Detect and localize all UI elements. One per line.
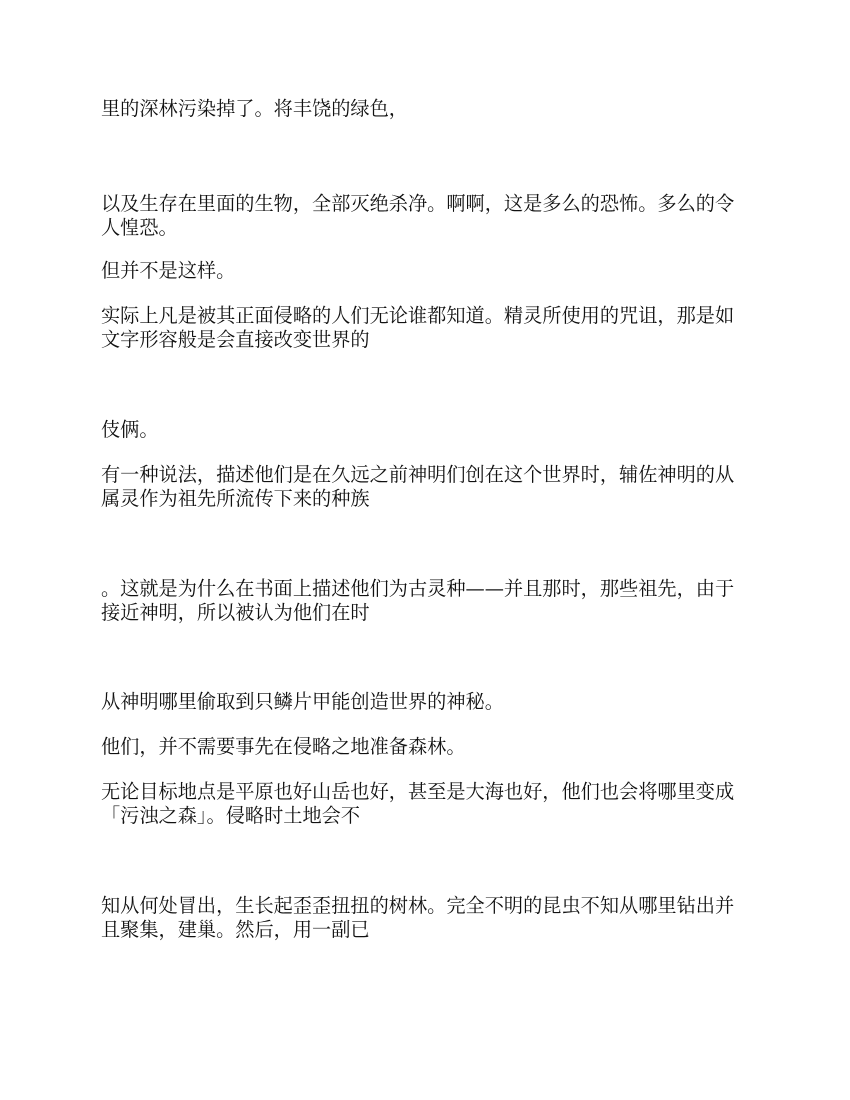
paragraph-8: 从神明哪里偷取到只鳞片甲能创造世界的神秘。 — [101, 690, 504, 713]
paragraph-4: 实际上凡是被其正面侵略的人们无论谁都知道。精灵所使用的咒诅，那是如文字形容般是会直接改变世界的 — [101, 304, 735, 351]
paragraph-9: 他们，并不需要事先在侵略之地准备森林。 — [101, 735, 466, 758]
paragraph-1: 里的深林污染掉了。将丰饶的绿色， — [101, 97, 408, 120]
paragraph-7: 。这就是为什么在书面上描述他们为古灵种——并且那时，那些祖先，由于接近神明，所以被认为他们在时 — [101, 577, 735, 624]
paragraph-5: 伎俩。 — [101, 418, 159, 441]
paragraph-10: 无论目标地点是平原也好山岳也好，甚至是大海也好，他们也会将哪里变成「污浊之森」。侵略时土地会不 — [101, 780, 735, 827]
paragraph-2: 以及生存在里面的生物，全部灭绝杀净。啊啊，这是多么的恐怖。多么的令人惶恐。 — [101, 192, 735, 239]
paragraph-6: 有一种说法，描述他们是在久远之前神明们创在这个世界时，辅佐神明的从属灵作为祖先所流传下来的种族 — [101, 463, 735, 510]
paragraph-11: 知从何处冒出，生长起歪歪扭扭的树林。完全不明的昆虫不知从哪里钻出并且聚集，建巢。然后，用一副已 — [101, 894, 735, 941]
paragraph-3: 但并不是这样。 — [101, 259, 236, 282]
